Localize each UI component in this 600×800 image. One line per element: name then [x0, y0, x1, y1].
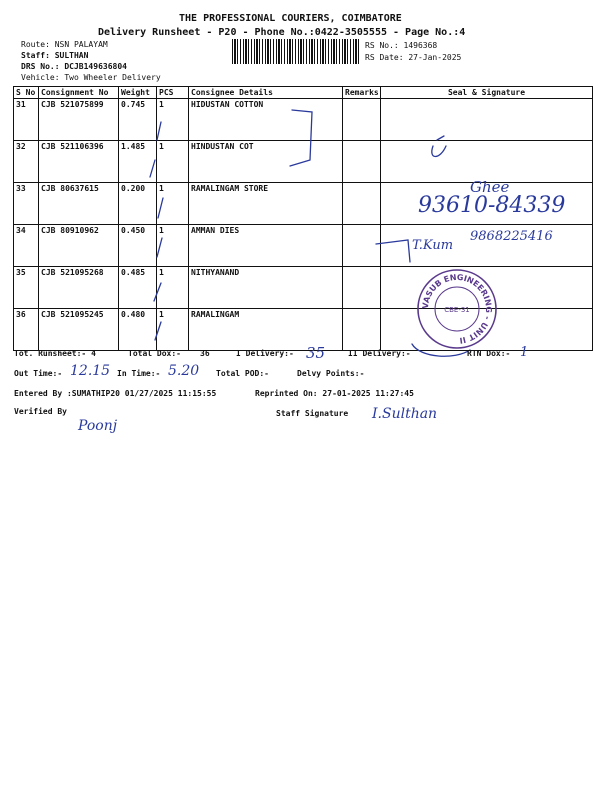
handwritten-signature-row34: T.Kum — [412, 238, 454, 253]
col-weight: Weight — [119, 87, 157, 99]
cell-consignment: CJB 80637615 — [39, 183, 119, 225]
stamp-text: VASUB ENGINEERING - UNIT II — [420, 272, 494, 345]
cell-pcs: 1 — [157, 267, 189, 309]
cell-weight: 0.480 — [119, 309, 157, 351]
handwritten-phone-1: 93610-84339 — [418, 193, 566, 218]
runsheet-subtitle: Delivery Runsheet - P20 - Phone No.:0422-3505555 - Page No.:4 — [98, 27, 466, 38]
cell-pcs: 1 — [157, 225, 189, 267]
col-consignment: Consignment No — [39, 87, 119, 99]
tot-runsheet: Tot. Runsheet:- 4 — [14, 349, 96, 358]
in-time-handwritten: 5.20 — [168, 363, 200, 379]
cell-weight: 0.450 — [119, 225, 157, 267]
cell-consignee: HIDUSTAN COTTON — [189, 99, 343, 141]
i-delivery-handwritten: 35 — [306, 344, 326, 362]
cell-sno: 35 — [14, 267, 39, 309]
cell-consignee: HINDUSTAN COT — [189, 141, 343, 183]
col-remarks: Remarks — [343, 87, 381, 99]
route-label: Route: NSN PALAYAM — [21, 40, 108, 49]
cell-consignment: CJB 521095245 — [39, 309, 119, 351]
cell-pcs: 1 — [157, 183, 189, 225]
cell-consignment: CJB 521075899 — [39, 99, 119, 141]
ii-delivery-label: II Delivery:- — [348, 349, 411, 358]
cell-consignment: CJB 521095268 — [39, 267, 119, 309]
cell-sno: 33 — [14, 183, 39, 225]
rs-date: RS Date: 27-Jan-2025 — [365, 53, 462, 62]
reprinted-on: Reprinted On: 27-01-2025 11:27:45 — [255, 389, 414, 398]
col-pcs: PCS — [157, 87, 189, 99]
cell-sno: 36 — [14, 309, 39, 351]
cell-consignee: RAMALINGAM STORE — [189, 183, 343, 225]
company-stamp — [414, 266, 500, 352]
i-delivery-label: I Delivery:- — [236, 349, 294, 358]
rtn-dox-handwritten: 1 — [520, 345, 529, 360]
verified-by-signature: Poonj — [78, 418, 118, 434]
cell-consignment: CJB 521106396 — [39, 141, 119, 183]
col-sno: S No — [14, 87, 39, 99]
verified-by-label: Verified By — [14, 407, 67, 416]
cell-consignment: CJB 80910962 — [39, 225, 119, 267]
cell-pcs: 1 — [157, 309, 189, 351]
in-time-label: In Time:- — [117, 369, 161, 378]
cell-weight: 0.745 — [119, 99, 157, 141]
cell-sno: 34 — [14, 225, 39, 267]
cell-weight: 1.485 — [119, 141, 157, 183]
rs-number: RS No.: 1496368 — [365, 41, 438, 50]
cell-consignee: RAMALINGAM — [189, 309, 343, 351]
delvy-points-label: Delvy Points:- — [297, 369, 365, 378]
staff-label: Staff: SULTHAN — [21, 51, 89, 60]
handwritten-annotation: Ghee — [470, 178, 510, 196]
total-pod-label: Total POD:- — [216, 369, 269, 378]
cell-consignee: NITHYANAND — [189, 267, 343, 309]
cell-pcs: 1 — [157, 141, 189, 183]
staff-signature-label: Staff Signature — [276, 409, 349, 418]
cell-weight: 0.200 — [119, 183, 157, 225]
col-consignee: Consignee Details — [189, 87, 343, 99]
entered-by: Entered By :SUMATHIP20 01/27/2025 11:15:55 — [14, 389, 217, 398]
out-time-handwritten: 12.15 — [70, 363, 111, 379]
drs-number: DRS No.: DCJB149636804 — [21, 62, 127, 71]
col-seal: Seal & Signature — [381, 87, 593, 99]
cell-sno: 32 — [14, 141, 39, 183]
handwritten-phone-2: 9868225416 — [470, 229, 553, 244]
cell-pcs: 1 — [157, 99, 189, 141]
company-title: THE PROFESSIONAL COURIERS, COIMBATORE — [179, 13, 402, 24]
cell-weight: 0.485 — [119, 267, 157, 309]
out-time-label: Out Time:- — [14, 369, 63, 378]
total-dox-label: Total Dox:- — [128, 349, 181, 358]
staff-signature-handwritten: I.Sulthan — [372, 406, 438, 422]
rtn-dox-label: RTN Dox:- — [467, 349, 511, 358]
cell-sno: 31 — [14, 99, 39, 141]
cell-consignee: AMMAN DIES — [189, 225, 343, 267]
stamp-code: CBE-31 — [444, 306, 470, 314]
total-dox-value: 36 — [200, 349, 210, 358]
vehicle-label: Vehicle: Two Wheeler Delivery — [21, 73, 161, 82]
